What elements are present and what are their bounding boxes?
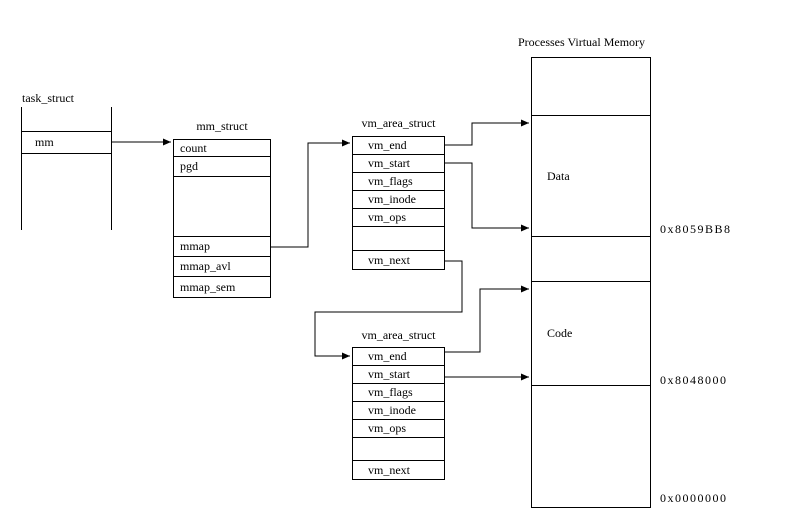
vm-area-struct-bottom-box [352, 347, 445, 480]
pointer-mmap-to-vm-area-top [271, 143, 350, 247]
mm-struct-title: mm_struct [196, 119, 248, 133]
vm-bottom-field-vm-next [353, 461, 444, 479]
pointer-vm-end-bottom-to-code-top [445, 289, 529, 352]
field-label-vm-inode: vm_inode [368, 192, 416, 206]
vm-top-spacer [353, 227, 444, 251]
vm-bottom-field-vm-start [353, 366, 444, 384]
vm-area-struct-bottom-title: vm_area_struct [361, 328, 436, 342]
address-data-start: 0x8059BB8 [660, 222, 732, 236]
vm-top-field-vm-ops [353, 209, 444, 227]
task-struct-right-edge [111, 107, 112, 230]
field-label-vm-end: vm_end [368, 349, 407, 363]
region-label-data: Data [547, 168, 570, 183]
field-label-vm-next: vm_next [368, 462, 410, 477]
mm-struct-field-mmap-avl [174, 257, 270, 277]
memory-map-title: Processes Virtual Memory [518, 35, 646, 49]
pointer-vm-start-top-to-data-bottom [445, 163, 529, 228]
vm-bottom-field-vm-end [353, 348, 444, 366]
field-label-vm-inode: vm_inode [368, 403, 416, 417]
field-label-vm-next: vm_next [368, 252, 410, 267]
pointer-vm-end-top-to-data-top [445, 123, 529, 145]
field-label-vm-ops: vm_ops [368, 210, 407, 224]
mm-struct-field-mmap [174, 237, 270, 257]
memory-region-code [532, 282, 650, 386]
vm-top-field-vm-end [353, 137, 444, 155]
mm-struct-spacer [174, 177, 270, 237]
vm-top-field-vm-start [353, 155, 444, 173]
mm-struct-field-count [174, 140, 270, 157]
field-label-pgd: pgd [180, 159, 198, 173]
memory-region-gap [532, 237, 650, 282]
memory-map-box [531, 57, 651, 508]
vm-top-field-vm-flags [353, 173, 444, 191]
vm-top-field-vm-inode [353, 191, 444, 209]
vm-area-struct-top-title: vm_area_struct [361, 116, 436, 130]
field-label-mmap-avl: mmap_avl [180, 259, 231, 273]
field-label-vm-flags: vm_flags [368, 174, 413, 188]
field-label-vm-start: vm_start [368, 367, 410, 381]
field-label-vm-start: vm_start [368, 156, 410, 170]
mm-struct-field-pgd [174, 157, 270, 177]
memory-region-bottom [532, 386, 650, 507]
field-label-vm-flags: vm_flags [368, 385, 413, 399]
task-struct-field-mm [21, 131, 112, 154]
field-label-mm: mm [35, 135, 54, 149]
field-label-vm-end: vm_end [368, 138, 407, 152]
region-label-code: Code [547, 326, 573, 340]
vm-top-field-vm-next [353, 251, 444, 269]
vm-bottom-field-vm-flags [353, 384, 444, 402]
address-code-start: 0x8048000 [660, 373, 728, 387]
mm-struct-field-mmap-sem [174, 277, 270, 297]
field-label-count: count [180, 140, 207, 155]
task-struct-title: task_struct [22, 91, 74, 105]
vm-bottom-field-vm-inode [353, 402, 444, 420]
task-struct-left-edge [21, 107, 22, 230]
field-label-vm-ops: vm_ops [368, 421, 407, 435]
vm-bottom-spacer [353, 438, 444, 461]
vm-bottom-field-vm-ops [353, 420, 444, 438]
vm-area-struct-top-box [352, 136, 445, 270]
memory-region-top [532, 58, 650, 116]
mm-struct-box [173, 139, 271, 298]
field-label-mmap: mmap [180, 239, 210, 253]
memory-region-data [532, 116, 650, 237]
address-bottom: 0x0000000 [660, 491, 728, 505]
field-label-mmap-sem: mmap_sem [180, 279, 236, 294]
